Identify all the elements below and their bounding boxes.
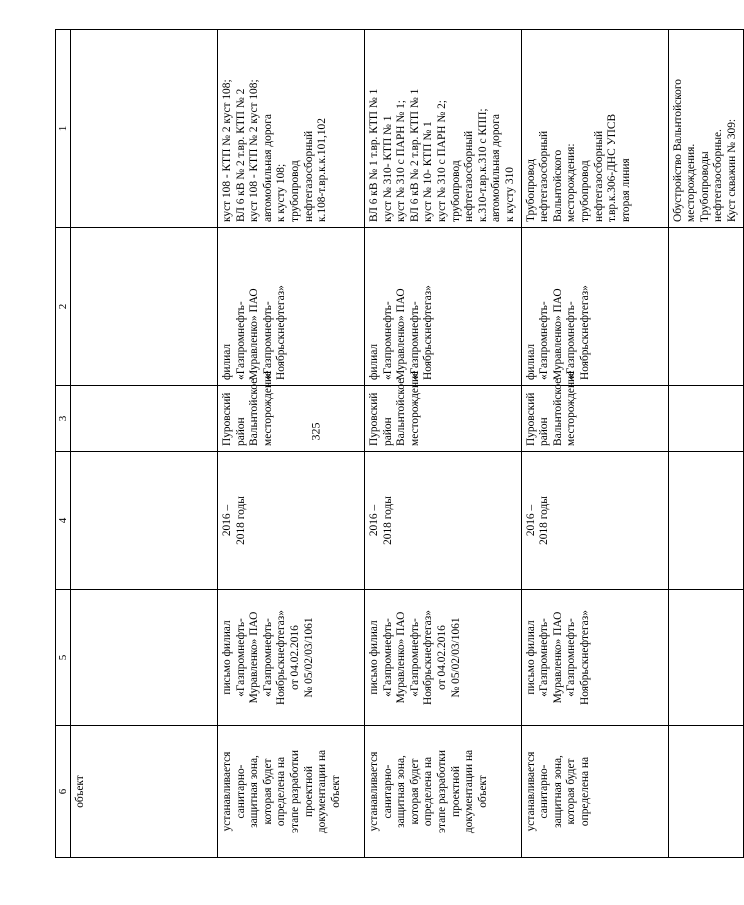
cell-line: «Газпромнефть-	[565, 618, 578, 697]
object-cell	[668, 726, 743, 858]
organization-cell	[365, 228, 522, 386]
cell-line: Ноябрьскнефтегаз»	[422, 610, 435, 705]
period-cell	[521, 452, 668, 590]
period-cell	[71, 452, 218, 590]
cell-line: Трубопровод	[524, 158, 537, 222]
description-cell	[521, 30, 668, 228]
cell-line: к кусту 108;	[275, 163, 288, 222]
period-cell	[365, 452, 522, 590]
description-cell	[365, 30, 522, 228]
cell-line: к.310-т.вр.к.310 с КПП;	[476, 108, 489, 222]
cell-line: документации на	[463, 749, 476, 834]
cell-line: месторождения:	[565, 143, 578, 222]
header-cell-5: 5	[56, 590, 71, 726]
cell-line: автомобильная дорога	[261, 114, 274, 222]
cell-line: к.108-т.вр.к.к.101,102	[316, 118, 329, 222]
cell-line: куст № 310 с ПАРН № 2;	[435, 100, 448, 222]
organization-cell	[521, 228, 668, 386]
cell-line: 2018 годы	[381, 496, 394, 545]
cell-line: месторождение	[565, 370, 578, 446]
cell-line: «Газпромнефть-	[261, 618, 274, 697]
cell-line: нефтегазосборный	[463, 130, 476, 222]
period-cell	[668, 452, 743, 590]
cell-line: ВЛ 6 кВ № 2 т.вр. КТП № 1	[408, 88, 421, 222]
cell-line: письмо филиал	[368, 620, 380, 695]
cell-line: от 04.02.2016	[288, 625, 301, 690]
cell-line: Вальнтойское	[551, 378, 564, 446]
cell-line: этапе разработки	[288, 750, 301, 833]
cell-line: куст № 310 с ПАРН № 1;	[395, 100, 408, 222]
cell-line: которая будет	[408, 758, 421, 825]
table-row	[71, 30, 218, 858]
cell-line: «Газпромнефть-	[408, 618, 421, 697]
cell-line: т.вр.к.306-ДНС УПСВ	[606, 113, 619, 222]
letter-cell	[521, 590, 668, 726]
cell-line: 2018 годы	[538, 496, 551, 545]
cell-line: к кусту 310	[503, 167, 516, 222]
object-cell	[218, 726, 365, 858]
cell-line: Муравленко» ПАО	[248, 288, 261, 380]
cell-line: 2016 –	[524, 504, 537, 537]
cell-line: Муравленко» ПАО	[248, 611, 261, 704]
cell-line: № 05/02/03/1061	[302, 617, 315, 698]
description-cell	[218, 30, 365, 228]
cell-line: объект	[74, 775, 86, 808]
rotated-table-container	[55, 30, 738, 858]
table-row	[218, 30, 365, 858]
cell-line: Ноябрьскнефтегаз»	[275, 610, 288, 705]
cell-line: проектной	[449, 766, 462, 817]
cell-line: устанавливается	[524, 751, 537, 832]
cell-line: «Газпромнефть-	[538, 618, 551, 697]
header-cell-4: 4	[56, 452, 71, 590]
cell-line: куст № 10- КТП № 1	[422, 121, 435, 222]
cell-line: которая будет	[565, 758, 578, 825]
table-row	[365, 30, 522, 858]
cell-line: «Газпромнефть-	[538, 301, 551, 380]
cell-line: документации на	[316, 749, 329, 834]
cell-line: ВЛ 6 кВ № 2 т.вр. КТП № 2	[234, 88, 247, 222]
cell-line: Муравленко» ПАО	[395, 288, 408, 380]
cell-line: письмо филиал	[524, 620, 537, 695]
cell-line: «Газпромнефть-	[381, 301, 394, 380]
cell-line: Обустройство Вальнтойского	[671, 79, 684, 222]
cell-line: санитарно-	[381, 764, 394, 819]
document-table	[55, 29, 744, 858]
page-number: 325	[308, 422, 323, 441]
cell-line: трубопровод	[578, 160, 591, 222]
cell-line: письмо филиал	[221, 620, 233, 695]
organization-cell	[71, 228, 218, 386]
cell-line: 2016 –	[368, 504, 380, 537]
cell-line: месторождение	[408, 370, 421, 446]
description-cell	[668, 30, 743, 228]
cell-line: «Газпромнефть-	[234, 301, 247, 380]
cell-line: санитарно-	[234, 764, 247, 819]
cell-line: Ноябрьскнефтегаз»	[422, 285, 435, 380]
letter-cell	[365, 590, 522, 726]
cell-line: № 05/02/03/1061	[449, 617, 462, 698]
cell-line: устанавливается	[368, 751, 380, 832]
cell-line: «Газпромнефть-	[565, 301, 578, 380]
cell-line: Пуровский район	[524, 392, 551, 446]
cell-line: куст 108 - КТП № 2 куст 108;	[248, 79, 261, 222]
cell-line: месторождения.	[685, 143, 698, 222]
cell-line: филиал	[221, 343, 233, 380]
table-row	[668, 30, 743, 858]
location-cell	[218, 370, 365, 452]
cell-line: «Газпромнефть-	[408, 301, 421, 380]
cell-line: Куст скважин № 309:	[725, 118, 738, 222]
cell-line: нефтегазосборный	[592, 130, 605, 222]
cell-line: определена на	[422, 756, 435, 827]
cell-line: Вальнтойское	[395, 378, 408, 446]
cell-line: Муравленко» ПАО	[551, 611, 564, 704]
header-cell-2: 2	[56, 228, 71, 386]
header-cell-3: 3	[56, 386, 71, 452]
letter-cell	[218, 590, 365, 726]
cell-line: ВЛ 6 кВ № 1 т.вр. КТП № 1	[368, 88, 380, 222]
header-cell-6: 6	[56, 726, 71, 858]
cell-line: Вальнтойское	[248, 378, 261, 446]
organization-cell	[668, 228, 743, 386]
cell-line: защитная зона,	[248, 755, 261, 828]
cell-line: санитарно-	[538, 764, 551, 819]
cell-line: устанавливается	[221, 751, 233, 832]
cell-line: этапе разработки	[435, 750, 448, 833]
cell-line: определена на	[275, 756, 288, 827]
cell-line: Ноябрьскнефтегаз»	[578, 285, 591, 380]
object-cell	[365, 726, 522, 858]
cell-line: 2018 годы	[234, 496, 247, 545]
cell-line: нефтегазосборный	[302, 130, 315, 222]
cell-line: защитная зона,	[395, 755, 408, 828]
cell-line: Ноябрьскнефтегаз»	[275, 285, 288, 380]
cell-line: Трубопроводы	[698, 151, 711, 222]
location-cell	[668, 386, 743, 452]
object-cell	[71, 726, 218, 858]
cell-line: месторождение	[261, 370, 274, 446]
location-cell	[365, 370, 522, 452]
letter-cell	[668, 590, 743, 726]
period-cell	[218, 452, 365, 590]
cell-line: трубопровод	[449, 160, 462, 222]
organization-cell	[218, 228, 365, 386]
description-cell	[71, 30, 218, 228]
cell-line: Муравленко» ПАО	[551, 288, 564, 380]
cell-line: которая будет	[261, 758, 274, 825]
header-cell-1: 1	[56, 30, 71, 228]
location-cell	[71, 386, 218, 452]
cell-line: куст 108 - КТП № 2 куст 108;	[221, 79, 233, 222]
cell-line: Вальнтойского	[551, 149, 564, 222]
cell-line: «Газпромнефть-	[381, 618, 394, 697]
cell-line: нефтегазосборные.	[712, 129, 725, 222]
cell-line: Ноябрьскнефтегаз»	[578, 610, 591, 705]
location-cell	[521, 370, 668, 452]
cell-line: куст № 310- КТП № 1	[381, 115, 394, 222]
cell-line: определена на	[578, 756, 591, 827]
cell-line: «Газпромнефть-	[234, 618, 247, 697]
cell-line: Муравленко» ПАО	[395, 611, 408, 704]
cell-line: «Газпромнефть-	[261, 301, 274, 380]
cell-line: защитная зона,	[551, 755, 564, 828]
cell-line: филиал	[524, 343, 537, 380]
cell-line: трубопровод	[288, 160, 301, 222]
cell-line: филиал	[368, 343, 380, 380]
cell-line: проектной	[302, 766, 315, 817]
cell-line: вторая линия	[619, 158, 632, 222]
object-cell	[521, 726, 668, 858]
cell-line: от 04.02.2016	[435, 625, 448, 690]
cell-line: объект	[329, 775, 342, 808]
table-body	[56, 30, 744, 858]
cell-line: объект	[476, 775, 489, 808]
cell-line: нефтегазосборный	[538, 130, 551, 222]
cell-line: Пуровский район	[368, 392, 394, 446]
cell-line: Пуровский район	[221, 392, 247, 446]
cell-line: 2016 –	[221, 504, 233, 537]
cell-line: автомобильная дорога	[490, 114, 503, 222]
table-row	[521, 30, 668, 858]
header-row	[56, 30, 71, 858]
letter-cell	[71, 590, 218, 726]
